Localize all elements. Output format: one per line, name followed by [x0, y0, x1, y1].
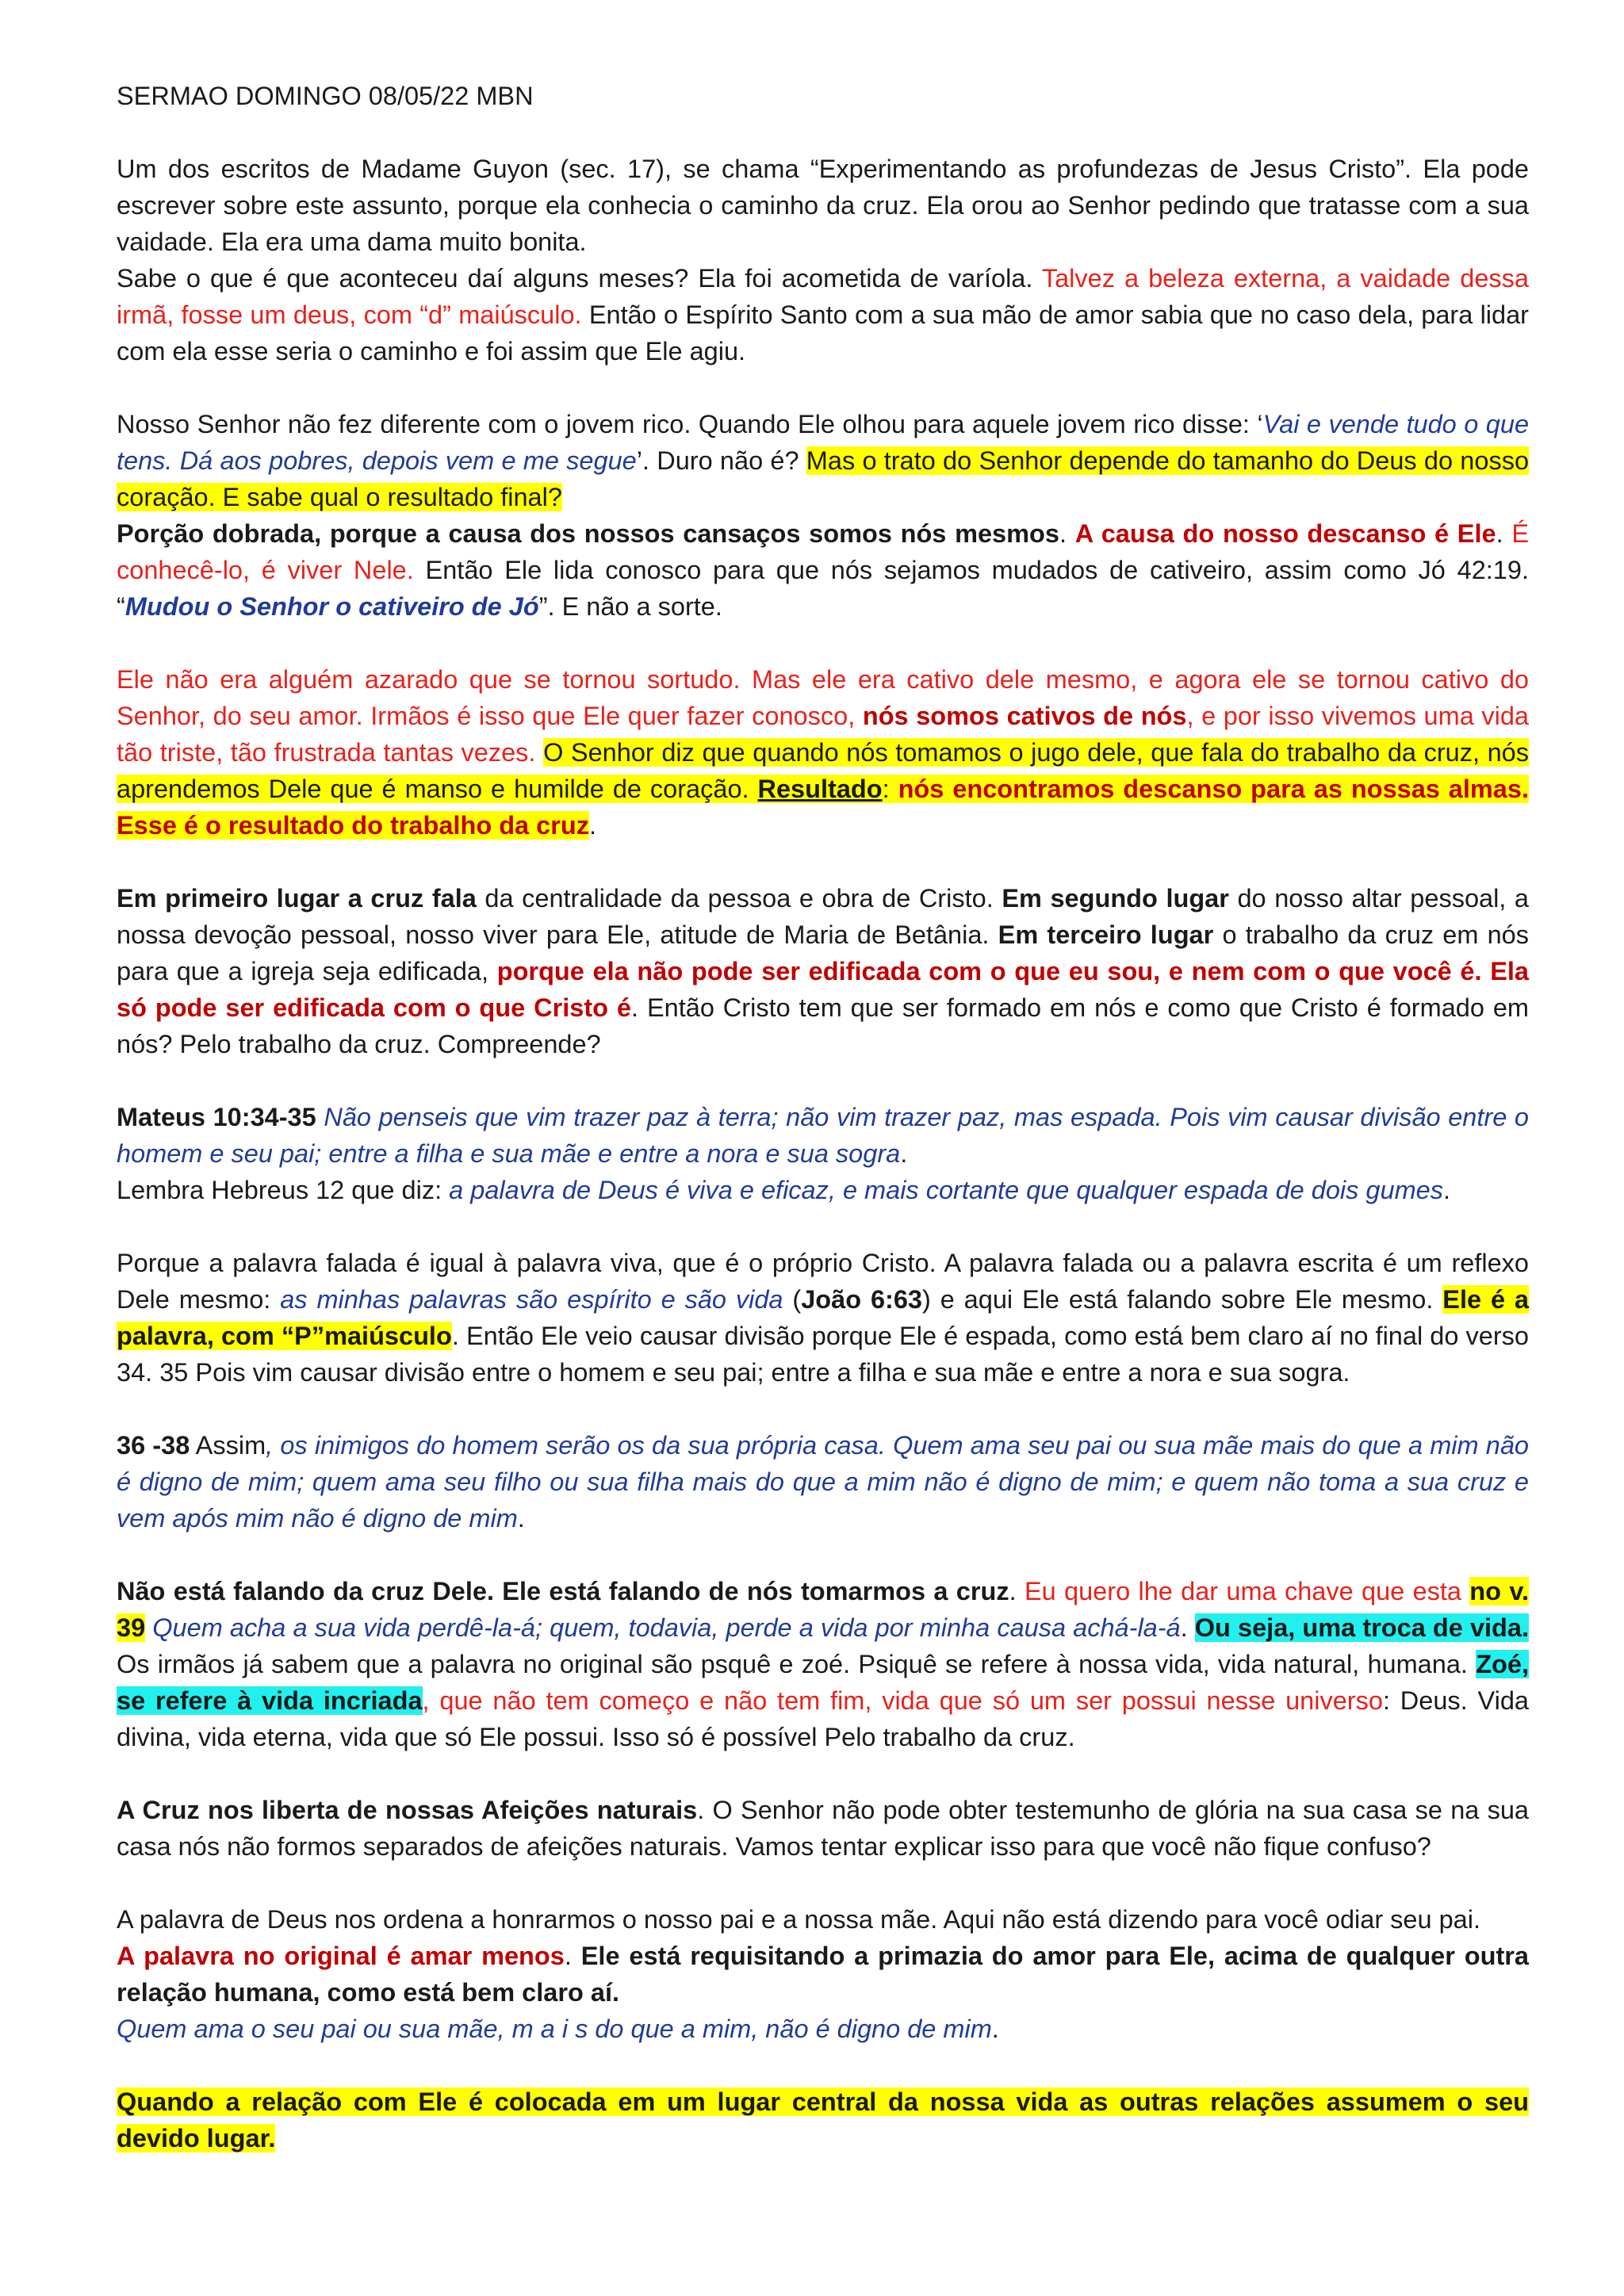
paragraph-7 [117, 1427, 1529, 1536]
p5-period-2: . [1442, 1176, 1450, 1204]
p10-text-a: A palavra de Deus nos ordena a honrarmos o nosso pai e a nossa mãe. Aqui não está dizendo para você odiar seu pai. [117, 1905, 1481, 1934]
paragraph-9 [117, 1792, 1529, 1865]
p8-space [145, 1613, 152, 1642]
p6-ref-joao: João 6:63 [801, 1285, 922, 1314]
p3-bold-cativos: nós somos cativos de nós [862, 702, 1187, 730]
p4-text-b: da centralidade da pessoa e obra de Cristo. [476, 884, 1002, 913]
p4-bold-segundo: Em segundo lugar [1002, 884, 1229, 913]
paragraph-2 [117, 406, 1529, 625]
p5-ref-mateus: Mateus 10:34-35 [117, 1103, 316, 1131]
p3-red-a: Ele não era alguém azarado que se tornou sortudo. Mas ele era cativo dele mesmo, e agora ele se tornou cativo do Senhor, do seu amor. Irmãos é isso que Ele quer fazer conosco, [117, 665, 1529, 730]
p6-paren-open: ( [783, 1285, 802, 1314]
p5-quote-hebreus: a palavra de Deus é viva e eficaz, e mais cortante que qualquer espada de dois gumes [449, 1176, 1443, 1204]
p7-quote: , os inimigos do homem serão os da sua própria casa. Quem ama seu pai ou sua mãe mais do que a mim não é digno de mim; quem ama seu filho ou sua filha mais do que a mim não é digno de mim; e quem não toma a sua cruz e vem após mim não é digno de mim [117, 1431, 1529, 1533]
p9-text-b: . O Senhor não pode obter testemunho de glória na sua casa se na sua casa nós não formos separados de afeições naturais. Vamos tentar explicar isso para que você não fique confuso? [117, 1796, 1529, 1861]
paragraph-3 [117, 661, 1529, 844]
paragraph-8 [117, 1573, 1529, 1755]
p5-text-hebreus: Lembra Hebreus 12 que diz: [117, 1176, 450, 1204]
p4-bold-red-edificada: porque ela não pode ser edificada com o que eu sou, e nem com o que você é. Ela só pode ser edificada com o que Cristo é [117, 957, 1530, 1022]
p2-bold-red-descanso: A causa do nosso descanso é Ele [1074, 519, 1496, 548]
p7-period: . [517, 1504, 525, 1533]
p3-highlight-descanso: nós encontramos descanso para as nossas almas. Esse é o resultado do trabalho da cruz [117, 775, 1529, 840]
p8-red-chave: Eu quero lhe dar uma chave que esta [1024, 1577, 1470, 1605]
p8-text-g: . [1180, 1613, 1195, 1642]
p5-period: . [900, 1139, 908, 1168]
p2-quote-jo: Mudou o Senhor o cativeiro de Jó [124, 592, 539, 621]
p1-text-b: Sabe o que é que aconteceu daí alguns meses? Ela foi acometida de varíola. [117, 264, 1042, 293]
p4-text-d: do nosso altar pessoal, a nossa devoção pessoal, nosso viver para Ele, atitude de Maria de Betânia. [117, 884, 1529, 949]
p8-red-k: , que não tem começo e não tem fim, vida que só um ser possui nesse universo [422, 1686, 1383, 1715]
p5-quote-mateus: Não penseis que vim trazer paz à terra; não vim trazer paz, mas espada. Pois vim causar divisão entre o homem e seu pai; entre a filha e sua mãe e entre a nora e sua sogra [117, 1103, 1529, 1168]
p8-text-i: Os irmãos já sabem que a palavra no original são psquê e zoé. Psiquê se refere à nossa vida, vida natural, humana. [117, 1650, 1477, 1678]
p10-bold-red-amar: A palavra no original é amar menos [117, 1942, 565, 1970]
p6-quote-palavras: as minhas palavras são espírito e são vida [280, 1285, 783, 1314]
p6-text-e: ) e aqui Ele está falando sobre Ele mesmo. [922, 1285, 1443, 1314]
p3-colon: : [882, 775, 898, 803]
p7-text-assim: Assim [190, 1431, 266, 1460]
p2-text-l: ”. E não a sorte. [538, 592, 722, 621]
p10-quote: Quem ama o seu pai ou sua mãe, m a i s do que a mim, não é digno de mim [117, 2015, 992, 2043]
p4-bold-primeiro: Em primeiro lugar a cruz fala [117, 884, 477, 913]
p3-resultado-label: Resultado [757, 775, 883, 803]
p1-text-a: Um dos escritos de Madame Guyon (sec. 17), se chama “Experimentando as profundezas de Jesus Cristo”. Ela pode escrever sobre este assunto, porque ela conhecia o caminho da cruz. Ela orou ao Senhor pedindo que tratasse com a sua vaidade. Ela era uma dama muito bonita. [117, 155, 1529, 256]
p6-text-g: . Então Ele veio causar divisão porque Ele é espada, como está bem claro aí no final do verso 34. 35 Pois vim causar divisão entre o homem e seu pai; entre a filha e sua mãe e entre a nora e sua sogra. [117, 1322, 1529, 1387]
paragraph-5 [117, 1099, 1529, 1208]
p10-period: . [991, 2015, 999, 2043]
paragraph-6 [117, 1245, 1529, 1391]
p2-text-c: ’. Duro não é? [636, 446, 806, 475]
p2-text-j: Então Ele lida conosco para que nós sejamos mudados de cativeiro, assim como Jó 42:19. “ [117, 556, 1529, 621]
paragraph-4 [117, 880, 1529, 1062]
p5-space [316, 1103, 324, 1131]
p4-bold-terceiro: Em terceiro lugar [998, 920, 1214, 949]
p2-text-h: . [1496, 519, 1512, 548]
document-title: SERMAO DOMINGO 08/05/22 MBN [117, 82, 534, 110]
p3-highlight-jugo: O Senhor diz que quando nós tomamos o jugo dele, que fala do trabalho da cruz, nós aprendemos Dele que é manso e humilde de coração. [117, 738, 1529, 803]
paragraph-11 [117, 2084, 1529, 2156]
p7-ref-verses: 36 -38 [117, 1431, 190, 1460]
p8-text-b: . [1009, 1577, 1025, 1605]
p6-text-a: Porque a palavra falada é igual à palavra viva, que é o próprio Cristo. A palavra falada ou a palavra escrita é um reflexo Dele mesmo: [117, 1249, 1529, 1314]
p2-highlight: Mas o trato do Senhor depende do tamanho do Deus do nosso coração. E sabe qual o resultado final? [117, 446, 1530, 511]
p6-highlight-palavra: Ele é a palavra, com “P”maiúsculo [117, 1285, 1529, 1350]
p2-text-f: . [1059, 519, 1075, 548]
p4-text-h: . Então Cristo tem que ser formado em nós e como que Cristo é formado em nós? Pelo trabalho da cruz. Compreende? [117, 993, 1529, 1058]
p3-period: . [588, 811, 597, 840]
p2-text-a: Nosso Senhor não fez diferente com o jovem rico. Quando Ele olhou para aquele jovem rico disse: ‘ [117, 410, 1263, 438]
p3-red-c: , e por isso vivemos uma vida tão triste, tão frustrada tantas vezes. [117, 702, 1529, 767]
p2-quote-jovem-rico: Vai e vende tudo o que tens. Dá aos pobres, depois vem e me segue [117, 410, 1530, 475]
p2-bold-porcao: Porção dobrada, porque a causa dos nossos cansaços somos nós mesmos [117, 519, 1059, 548]
p11-highlight: Quando a relação com Ele é colocada em um lugar central da nossa vida as outras relações assumem o seu devido lugar. [117, 2087, 1529, 2152]
p2-red-conhece: É conhecê-lo, é viver Nele. [117, 519, 1530, 584]
p8-quote: Quem acha a sua vida perdê-la-á; quem, todavia, perde a vida por minha causa achá-la-á [152, 1613, 1181, 1642]
paragraph-10 [117, 1901, 1529, 2047]
p3-text-d [535, 738, 543, 767]
p10-text-c: . [564, 1942, 581, 1970]
p8-highlight-verse: no v. 39 [117, 1577, 1530, 1642]
p8-cyan-troca: Ou seja, uma troca de vida. [1194, 1613, 1529, 1642]
p9-bold-cruz: A Cruz nos liberta de nossas Afeições naturais [117, 1796, 698, 1824]
p10-bold-primazia: Ele está requisitando a primazia do amor para Ele, acima de qualquer outra relação humana, como está bem claro aí. [117, 1942, 1529, 2007]
p1-red-text: Talvez a beleza externa, a vaidade dessa irmã, fosse um deus, com “d” maiúsculo. [117, 264, 1529, 329]
paragraph-1 [117, 151, 1529, 369]
p8-bold-a: Não está falando da cruz Dele. Ele está falando de nós tomarmos a cruz [117, 1577, 1009, 1605]
p8-cyan-zoe: Zoé, se refere à vida incriada [117, 1650, 1529, 1715]
p8-text-l: : Deus. Vida divina, vida eterna, vida que só Ele possui. Isso só é possível Pelo trabalho da cruz. [117, 1686, 1529, 1751]
p1-text-d: Então o Espírito Santo com a sua mão de amor sabia que no caso dela, para lidar com ela esse seria o caminho e foi assim que Ele agiu. [117, 300, 1529, 365]
p4-text-f: o trabalho da cruz em nós para que a igreja seja edificada, [117, 920, 1529, 985]
